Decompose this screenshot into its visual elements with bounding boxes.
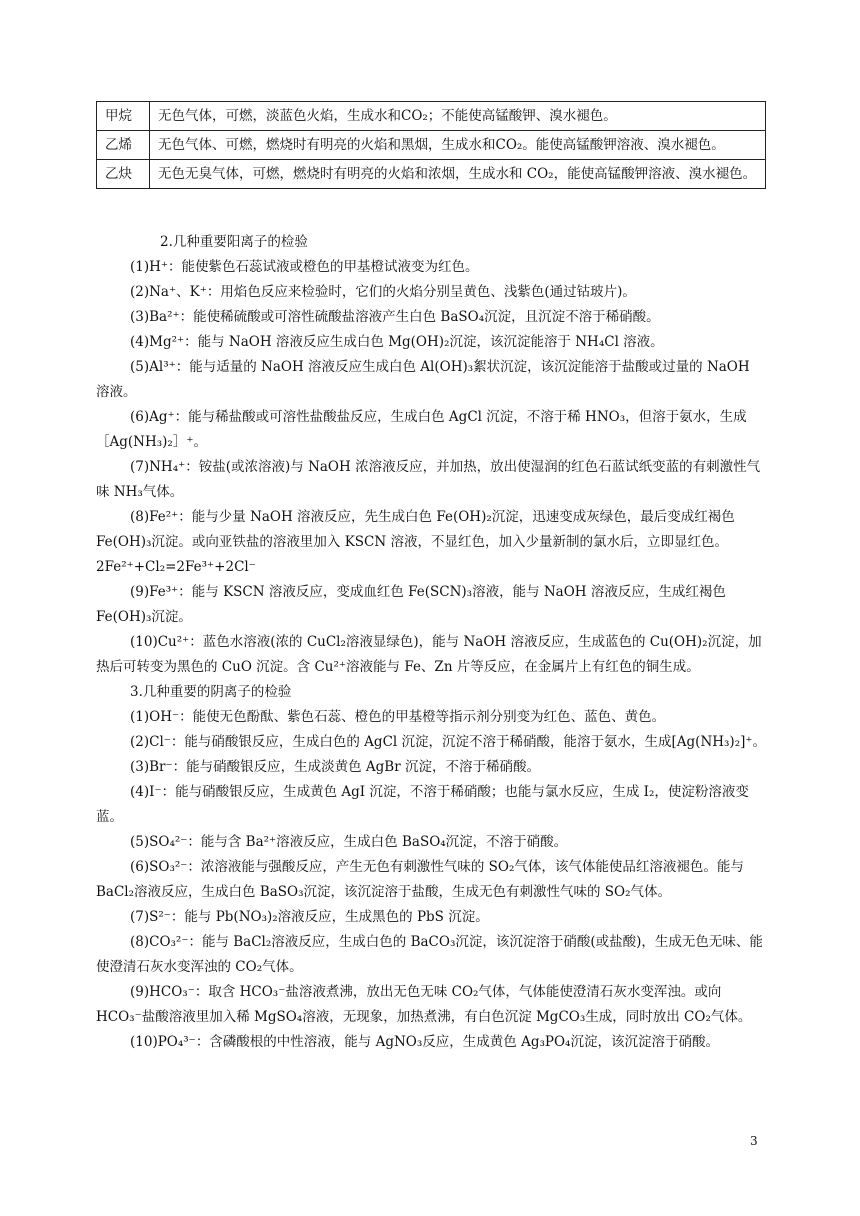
cation-item: (2)Na⁺、K⁺：用焰色反应来检验时，它们的火焰分别呈黄色、浅紫色(通过钴玻片)。 <box>130 284 636 300</box>
gas-name: 乙烯 <box>97 131 150 160</box>
anion-item: (9)HCO₃⁻：取含 HCO₃⁻盐溶液煮沸，放出无色无味 CO₂气体，气体能使澄清石灰水变浑浊。或向 HCO₃⁻盐酸溶液里加入稀 MgSO₄溶液，无现象，加热煮沸，有白色沉淀 MgCO₃生成，同时放出 CO₂气体。 <box>96 984 752 1025</box>
anion-item: (2)Cl⁻：能与硝酸银反应，生成白色的 AgCl 沉淀，沉淀不溶于稀硝酸，能溶于氨水，生成[Ag(NH₃)₂]⁺。 <box>130 734 767 750</box>
cation-item: (7)NH₄⁺：铵盐(或浓溶液)与 NaOH 浓溶液反应，并加热，放出使湿润的红色石蓝试纸变蓝的有刺激性气味 NH₃气体。 <box>96 459 761 500</box>
gas-name: 乙炔 <box>97 160 150 189</box>
page-number: 3 <box>750 1134 758 1148</box>
gas-name: 甲烷 <box>97 102 150 131</box>
gas-description: 无色气体，可燃，淡蓝色火焰，生成水和CO₂；不能使高锰酸钾、溴水褪色。 <box>150 102 766 131</box>
cation-item: (4)Mg²⁺：能与 NaOH 溶液反应生成白色 Mg(OH)₂沉淀，该沉淀能溶于 NH₄Cl 溶液。 <box>130 334 664 350</box>
anion-item: (4)I⁻：能与硝酸银反应，生成黄色 AgI 沉淀，不溶于稀硝酸；也能与氯水反应，生成 I₂，使淀粉溶液变蓝。 <box>96 784 749 825</box>
gas-properties-table <box>96 101 766 189</box>
cation-item: (9)Fe³⁺：能与 KSCN 溶液反应，变成血红色 Fe(SCN)₃溶液，能与 NaOH 溶液反应，生成红褐色 Fe(OH)₃沉淀。 <box>96 584 726 625</box>
anion-item: (3)Br⁻：能与硝酸银反应，生成淡黄色 AgBr 沉淀，不溶于稀硝酸。 <box>130 759 540 775</box>
gas-description: 无色气体、可燃，燃烧时有明亮的火焰和黑烟，生成水和CO₂。能使高锰酸钾溶液、溴水褪色。 <box>150 131 766 160</box>
section-heading: 2.几种重要阳离子的检验 <box>160 234 308 250</box>
cation-item: (10)Cu²⁺：蓝色水溶液(浓的 CuCl₂溶液显绿色)，能与 NaOH 溶液反应，生成蓝色的 Cu(OH)₂沉淀，加热后可转变为黑色的 CuO 沉淀。含 Cu²⁺溶液能与 Fe、Zn 片等反应，在金属片上有红色的铜生成。 <box>96 634 762 675</box>
table-row <box>97 160 766 189</box>
table-row <box>97 131 766 160</box>
anion-item: (7)S²⁻：能与 Pb(NO₃)₂溶液反应，生成黑色的 PbS 沉淀。 <box>130 909 489 925</box>
table-row <box>97 102 766 131</box>
anion-item: (6)SO₃²⁻：浓溶液能与强酸反应，产生无色有刺激性气味的 SO₂气体，该气体能使品红溶液褪色。能与 BaCl₂溶液反应，生成白色 BaSO₃沉淀，该沉淀溶于盐酸，生成无色有刺激性气味的 SO₂气体。 <box>96 859 744 900</box>
cation-item: (8)Fe²⁺：能与少量 NaOH 溶液反应，先生成白色 Fe(OH)₂沉淀，迅速变成灰绿色，最后变成红褐色 Fe(OH)₃沉淀。或向亚铁盐的溶液里加入 KSCN 溶液，不显红色，加入少量新制的氯水后，立即显红色。2Fe²⁺+Cl₂=2Fe³⁺+2Cl⁻ <box>96 509 735 575</box>
cation-item: (1)H⁺：能使紫色石蕊试液或橙色的甲基橙试液变为红色。 <box>130 259 479 275</box>
anion-item: (10)PO₄³⁻：含磷酸根的中性溶液，能与 AgNO₃反应，生成黄色 Ag₃PO₄沉淀，该沉淀溶于硝酸。 <box>130 1034 719 1050</box>
anion-item: (5)SO₄²⁻：能与含 Ba²⁺溶液反应，生成白色 BaSO₄沉淀，不溶于硝酸。 <box>130 834 568 850</box>
cation-item: (5)Al³⁺：能与适量的 NaOH 溶液反应生成白色 Al(OH)₃絮状沉淀，该沉淀能溶于盐酸或过量的 NaOH 溶液。 <box>96 359 750 400</box>
anion-item: (1)OH⁻：能使无色酚酞、紫色石蕊、橙色的甲基橙等指示剂分别变为红色、蓝色、黄色。 <box>130 709 666 725</box>
cation-item: (6)Ag⁺：能与稀盐酸或可溶性盐酸盐反应，生成白色 AgCl 沉淀，不溶于稀 HNO₃，但溶于氨水，生成［Ag(NH₃)₂］⁺。 <box>96 409 747 450</box>
anion-item: (8)CO₃²⁻：能与 BaCl₂溶液反应，生成白色的 BaCO₃沉淀，该沉淀溶于硝酸(或盐酸)，生成无色无味、能使澄清石灰水变浑浊的 CO₂气体。 <box>96 934 763 975</box>
document-body <box>96 230 766 1055</box>
section-heading: 3.几种重要的阴离子的检验 <box>130 684 292 700</box>
cation-item: (3)Ba²⁺：能使稀硫酸或可溶性硫酸盐溶液产生白色 BaSO₄沉淀，且沉淀不溶于稀硝酸。 <box>130 309 660 325</box>
gas-description: 无色无臭气体，可燃，燃烧时有明亮的火焰和浓烟，生成水和 CO₂，能使高锰酸钾溶液、溴水褪色。 <box>150 160 766 189</box>
